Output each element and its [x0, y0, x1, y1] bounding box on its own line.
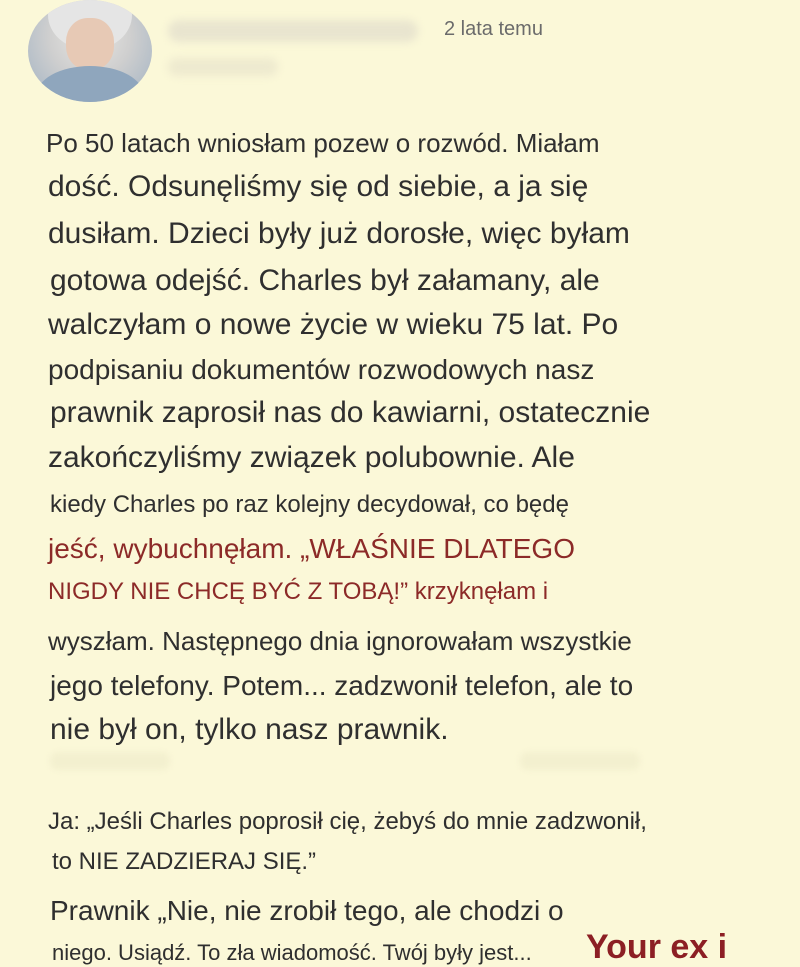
avatar-face	[66, 18, 114, 70]
comment-line-6: podpisaniu dokumentów rozwodowych nasz	[48, 354, 595, 385]
comment-line-1: Po 50 latach wniosłam pozew o rozwód. Miałam	[46, 128, 600, 158]
dialogue-line-3: Prawnik „Nie, nie zrobił tego, ale chodzi o	[50, 895, 564, 926]
comment-shout-part-2: NIGDY NIE CHCĘ BYĆ Z TOBĄ!”	[48, 578, 409, 605]
comment-line-11-end: krzyknęłam i	[408, 578, 549, 605]
blurred-username	[168, 20, 418, 42]
comment-line-12: wyszłam. Następnego dnia ignorowałam wszystkie	[48, 626, 632, 656]
comment-line-14: nie był on, tylko nasz prawnik.	[50, 713, 449, 746]
avatar[interactable]	[28, 0, 152, 102]
blurred-subline	[168, 58, 278, 76]
dialogue-line-4: niego. Usiądź. To zła wiadomość. Twój były jest...	[52, 940, 532, 965]
comment-line-8: zakończyliśmy związek polubownie. Ale	[48, 441, 575, 474]
comment-line-2: dość. Odsunęliśmy się od siebie, a ja się	[48, 170, 589, 203]
comment-line-13: jego telefony. Potem... zadzwonił telefon, ale to	[50, 670, 634, 701]
avatar-body	[36, 66, 144, 102]
comment-line-11	[48, 578, 548, 606]
comment-line-3: dusiłam. Dzieci były już dorosłe, więc byłam	[48, 217, 630, 250]
comment-line-7: prawnik zaprosił nas do kawiarni, ostatecznie	[50, 396, 651, 429]
dialogue-line-2: to NIE ZADZIERAJ SIĘ.”	[52, 848, 317, 875]
timestamp: 2 lata temu	[444, 18, 543, 40]
comment-line-4: gotowa odejść. Charles był załamany, ale	[50, 264, 600, 297]
comment-shout-part-1: „WŁAŚNIE DLATEGO	[300, 533, 575, 564]
comment-line-5: walczyłam o nowe życie w wieku 75 lat. Po	[48, 308, 619, 341]
faded-text-background-2	[520, 752, 640, 770]
comment-line-9: kiedy Charles po raz kolejny decydował, co będę	[50, 491, 569, 518]
comment-line-10-start: jeść, wybuchnęłam.	[48, 533, 301, 564]
dialogue-line-1: Ja: „Jeśli Charles poprosił cię, żebyś do mnie zadzwonił,	[48, 808, 647, 835]
faded-text-background	[50, 752, 170, 770]
comment-line-10	[48, 533, 575, 565]
overlay-cut-text: Your ex i	[586, 928, 728, 966]
